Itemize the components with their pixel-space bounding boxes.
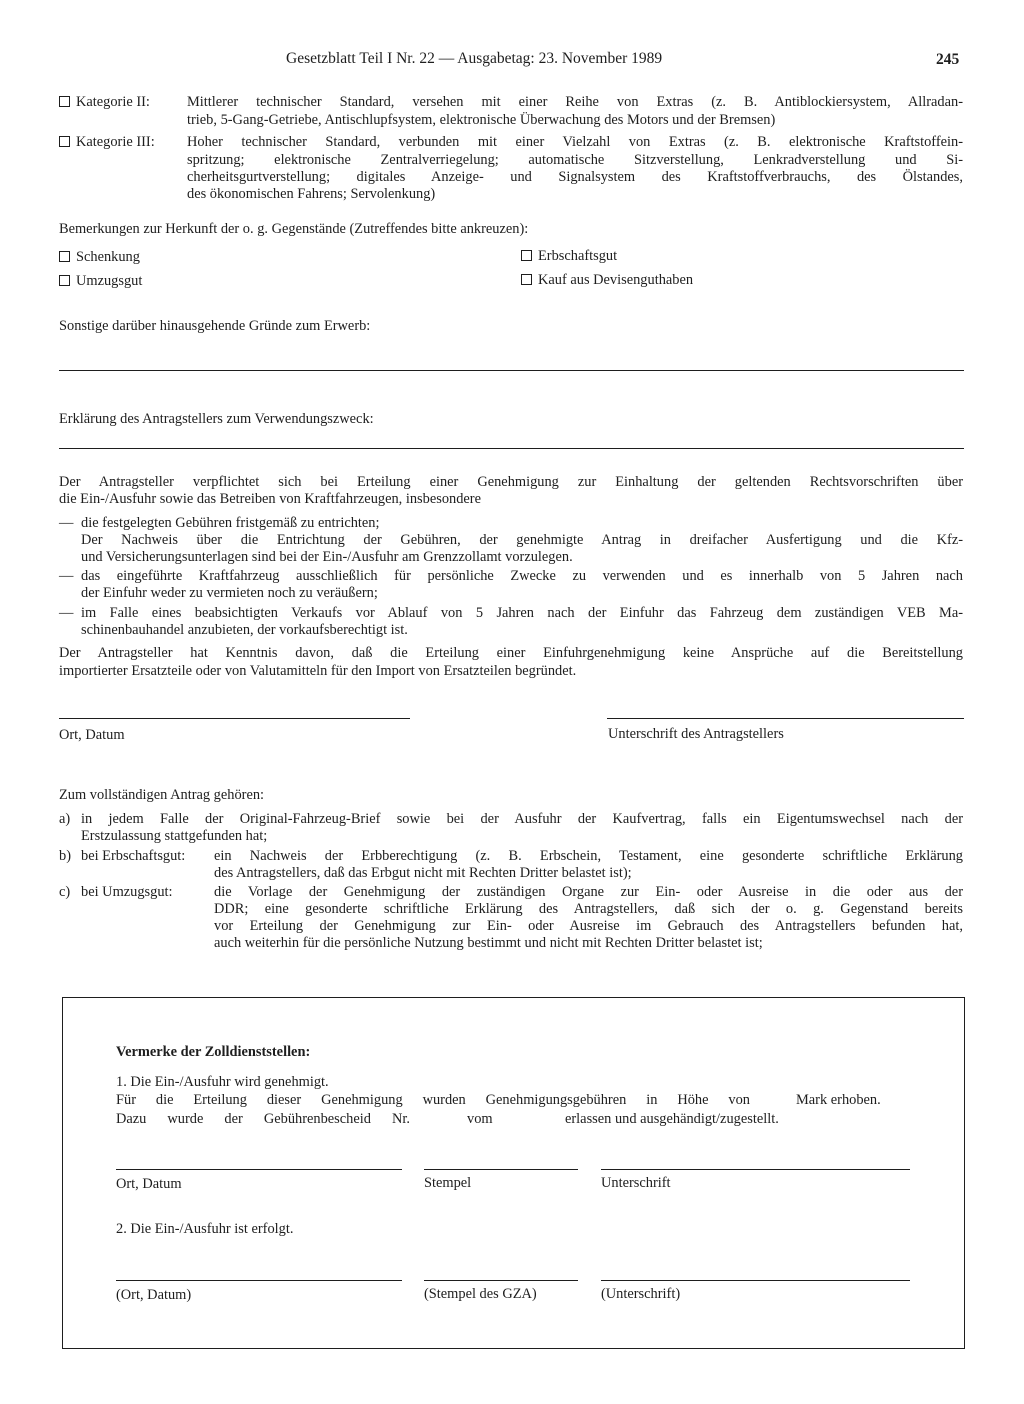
page-number: 245 [936,51,960,68]
customs-signature-line[interactable] [601,1169,910,1170]
step2-stamp-line[interactable] [424,1280,578,1281]
item-line: ein Nachweis der Erbberechtigung (z. B. Erbschein, Testament, eine gesonderte schriftliche Erklärung [214,848,963,864]
complete-application-heading: Zum vollständigen Antrag gehören: [59,787,265,803]
other-reasons-label: Sonstige darüber hinausgehende Gründe zum Erwerb: [59,318,371,334]
item-line: Erstzulassung stattgefunden hat; [81,828,268,844]
customs-stamp-line[interactable] [424,1169,578,1170]
other-reasons-input-line[interactable] [59,370,964,371]
place-date-label: Ort, Datum [59,727,125,743]
obligation-item-line: das eingeführte Kraftfahrzeug ausschließlich für persönliche Zwecke zu verwenden und es innerhalb von 5 Jahren nach [81,568,963,584]
option-label: Umzugsgut [76,273,143,289]
gazette-header: Gesetzblatt Teil I Nr. 22 — Ausgabetag: 23. November 1989 [286,50,663,67]
origin-option-devisen[interactable] [521,271,693,289]
category-text-line: cherheitsgurtverstellung; digitales Anzeige- und Signalsystem des Kraftstoffverbrauchs, des Ölstandes, [187,169,963,185]
checkbox[interactable] [59,136,70,147]
customs-place-date-label: Ort, Datum [116,1176,182,1192]
category-text-line: spritzung; elektronische Zentralverriegelung; automatische Sitzverstellung, Lenkradverstellung und Si- [187,152,963,168]
origin-heading: Bemerkungen zur Herkunft der o. g. Gegenstände (Zutreffendes bitte ankreuzen): [59,221,529,237]
origin-option-umzugsgut[interactable] [59,272,142,290]
checkbox[interactable] [59,251,70,262]
origin-option-erbschaftsgut[interactable] [521,247,617,265]
customs-stamp-label: Stempel [424,1175,472,1191]
step2-place-date-label: (Ort, Datum) [116,1287,192,1303]
obligation-item-line: Der Nachweis über die Entrichtung der Gebühren, der genehmigte Antrag in dreifacher Ausfertigung und die Kfz- [81,532,963,548]
item-marker: c) [59,884,71,900]
item-line: des Antragstellers, daß das Erbgut nicht mit Rechten Dritter belastet ist); [214,865,632,881]
checkbox[interactable] [521,250,532,261]
obligation-item-line: schinenbauhandel anzubieten, der vorkaufsberechtigt ist. [81,622,408,638]
checkbox[interactable] [521,274,532,285]
signature-input-line[interactable] [607,718,964,719]
category-iii-option[interactable] [59,133,155,151]
category-text-line: Hoher technischer Standard, verbunden mit einer Vielzahl von Extras (z. B. elektronische Kraftstoffein- [187,134,963,150]
item-line: die Vorlage der Genehmigung der zuständigen Organe zur Ein- oder Ausreise in die oder aus der [214,884,963,900]
declaration-label: Erklärung des Antragstellers zum Verwendungszweck: [59,411,374,427]
notice-vom: vom [467,1111,493,1127]
signature-label: Unterschrift des Antragstellers [608,726,784,742]
obligation-intro-line: die Ein-/Ausfuhr sowie das Betreiben von Kraftfahrzeugen, insbesondere [59,491,481,507]
step2-signature-label: (Unterschrift) [601,1286,681,1302]
category-label: Kategorie III: [76,134,155,150]
obligation-item-line: der Einfuhr weder zu vermieten noch zu veräußern; [81,585,378,601]
notice-line-end: erlassen und ausgehändigt/zugestellt. [565,1111,779,1127]
item-line: vor Erteilung der Genehmigung zur Ein- oder Ausreise im Gebrauch des Antragstellers befunden hat, [214,918,963,934]
notice-line: importierter Ersatzteile oder von Valutamitteln für den Import von Ersatzteilen begründet. [59,663,577,679]
obligation-item-line: und Versicherungsunterlagen sind bei der Ein-/Ausfuhr am Grenzzollamt vorzulegen. [81,549,573,565]
obligation-item-line: die festgelegten Gebühren fristgemäß zu entrichten; [81,515,380,531]
place-date-input-line[interactable] [59,718,410,719]
notice-line-start: Dazu wurde der Gebührenbescheid Nr. [116,1111,410,1127]
step2-place-date-line[interactable] [116,1280,402,1281]
notice-line: Der Antragsteller hat Kenntnis davon, daß die Erteilung einer Einfuhrgenehmigung keine Ansprüche auf die Bereitstellung [59,645,963,661]
step2-signature-line[interactable] [601,1280,910,1281]
dash: — [59,605,74,621]
category-text-line: des ökonomischen Fahrens; Servolenkung) [187,186,436,202]
item-label: bei Erbschaftsgut: [81,848,186,864]
step1-title: 1. Die Ein-/Ausfuhr wird genehmigt. [116,1074,329,1090]
item-marker: a) [59,811,71,827]
step2-stamp-label: (Stempel des GZA) [424,1286,537,1302]
category-text-line: trieb, 5-Gang-Getriebe, Antischlupfsystem, elektronische Überwachung des Motors und der Bremsen) [187,112,776,128]
option-label: Kauf aus Devisenguthaben [538,272,694,288]
customs-heading: Vermerke der Zolldienststellen: [116,1044,311,1060]
category-ii-option[interactable] [59,93,150,111]
fee-line-end: Mark erhoben. [796,1092,881,1108]
obligation-item-line: im Falle eines beabsichtigten Verkaufs vor Ablauf von 5 Jahren nach der Einfuhr das Fahrzeug dem zuständigen VEB Ma- [81,605,963,621]
category-text-line: Mittlerer technischer Standard, versehen mit einer Reihe von Extras (z. B. Antiblockiersystem, Allradan- [187,94,963,110]
checkbox[interactable] [59,275,70,286]
item-line: auch weiterhin für die persönliche Nutzung bestimmt und nicht mit Rechten Dritter belastet ist; [214,935,763,951]
checkbox[interactable] [59,96,70,107]
category-label: Kategorie II: [76,94,150,110]
customs-place-date-line[interactable] [116,1169,402,1170]
option-label: Schenkung [76,249,140,265]
dash: — [59,515,74,531]
item-line: DDR; eine gesonderte schriftliche Erklärung des Antragstellers, daß sich der o. g. Gegenstand bereits [214,901,963,917]
item-marker: b) [59,848,71,864]
declaration-input-line[interactable] [59,448,964,449]
fee-line-start: Für die Erteilung dieser Genehmigung wurden Genehmigungsgebühren in Höhe von [116,1092,750,1108]
obligation-intro-line: Der Antragsteller verpflichtet sich bei Erteilung einer Genehmigung zur Einhaltung der geltenden Rechtsvorschriften über [59,474,963,490]
option-label: Erbschaftsgut [538,248,618,264]
customs-signature-label: Unterschrift [601,1175,671,1191]
item-label: bei Umzugsgut: [81,884,173,900]
item-line: in jedem Falle der Original-Fahrzeug-Brief sowie bei der Ausfuhr der Kaufvertrag, falls ein Eigentumswechsel nach der [81,811,963,827]
step2-title: 2. Die Ein-/Ausfuhr ist erfolgt. [116,1221,294,1237]
dash: — [59,568,74,584]
origin-option-schenkung[interactable] [59,248,140,266]
